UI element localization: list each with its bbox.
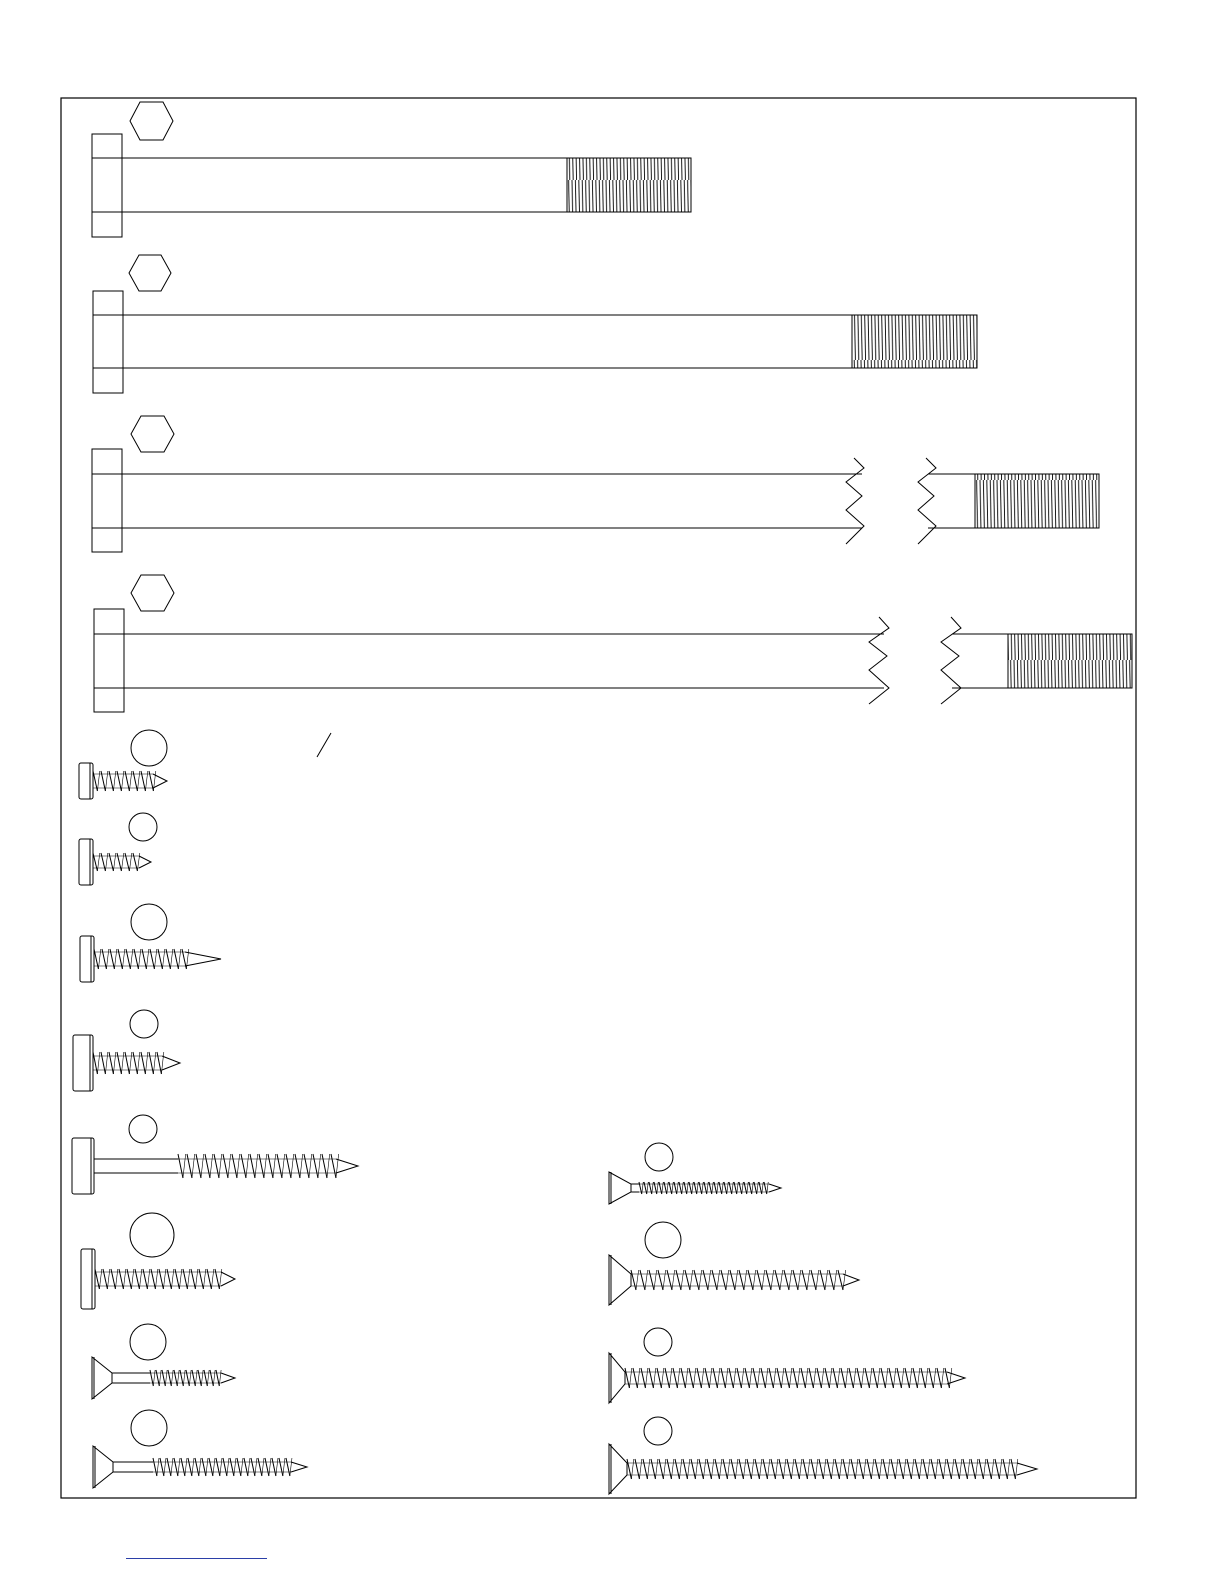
screw-head xyxy=(79,839,93,885)
circle-marker xyxy=(131,904,167,940)
screw-head xyxy=(609,1172,631,1204)
screw-group xyxy=(72,730,1037,1494)
break-line-left xyxy=(846,458,864,544)
break-line-left xyxy=(869,617,889,704)
bolt-head xyxy=(92,449,122,552)
hex-bolt-1 xyxy=(92,102,691,237)
bolt-thread xyxy=(567,158,691,212)
hex-bolt-2 xyxy=(93,255,977,393)
circle-marker xyxy=(644,1417,672,1445)
stray-tick-mark xyxy=(317,733,331,757)
hexagon-marker xyxy=(130,102,173,140)
pan-screw-1 xyxy=(79,730,167,799)
hex-bolt-4 xyxy=(94,575,1132,712)
screw-tip xyxy=(185,952,221,966)
screw-tip xyxy=(336,1159,358,1173)
flat-screw-right-1 xyxy=(609,1143,781,1204)
circle-marker xyxy=(130,1213,174,1257)
bolt-head xyxy=(92,134,122,237)
hexagon-marker xyxy=(129,255,171,291)
bolt-thread xyxy=(852,315,977,368)
screw-tip xyxy=(843,1274,859,1286)
break-line-right xyxy=(941,617,961,704)
screw-head xyxy=(81,1249,95,1309)
screw-tip xyxy=(221,1272,235,1286)
circle-marker xyxy=(131,1410,167,1446)
screw-tip xyxy=(1017,1463,1037,1475)
bolt-head xyxy=(93,291,123,393)
hexagon-marker xyxy=(131,575,174,611)
pan-screw-5 xyxy=(72,1115,358,1194)
hex-bolt-3 xyxy=(92,416,1099,552)
flat-screw-right-2 xyxy=(609,1222,859,1305)
circle-marker xyxy=(130,1010,158,1038)
sheet-border xyxy=(61,98,1136,1498)
pan-screw-3 xyxy=(80,904,221,982)
screw-tip xyxy=(221,1373,235,1383)
flat-screw-left-1 xyxy=(92,1324,235,1399)
screw-head xyxy=(80,936,94,982)
circle-marker xyxy=(130,1324,166,1360)
bolt-thread xyxy=(1008,634,1132,688)
circle-marker xyxy=(129,813,157,841)
screw-tip xyxy=(947,1372,965,1384)
screw-head xyxy=(93,1446,113,1488)
screw-head xyxy=(79,763,93,799)
screw-tip xyxy=(162,1056,180,1070)
flat-screw-left-2 xyxy=(93,1410,307,1488)
circle-marker xyxy=(129,1115,157,1143)
screw-tip xyxy=(291,1462,307,1472)
flat-screw-right-3 xyxy=(609,1328,965,1403)
screw-head xyxy=(609,1255,631,1305)
screw-tip xyxy=(139,856,151,868)
pan-screw-4 xyxy=(73,1010,180,1091)
circle-marker xyxy=(644,1328,672,1356)
hexagon-marker xyxy=(131,416,174,452)
screw-head xyxy=(92,1357,112,1399)
screw-head xyxy=(609,1444,627,1494)
circle-marker xyxy=(131,730,167,766)
flat-screw-right-4 xyxy=(609,1417,1037,1494)
footer-rule xyxy=(126,1558,267,1559)
screw-tip xyxy=(769,1184,781,1192)
bolt-thread xyxy=(975,474,1099,528)
circle-marker xyxy=(645,1222,681,1258)
circle-marker xyxy=(645,1143,673,1171)
pan-screw-2 xyxy=(79,813,157,885)
break-line-right xyxy=(918,458,936,544)
bolt-head xyxy=(94,609,124,712)
pan-screw-6 xyxy=(81,1213,235,1309)
